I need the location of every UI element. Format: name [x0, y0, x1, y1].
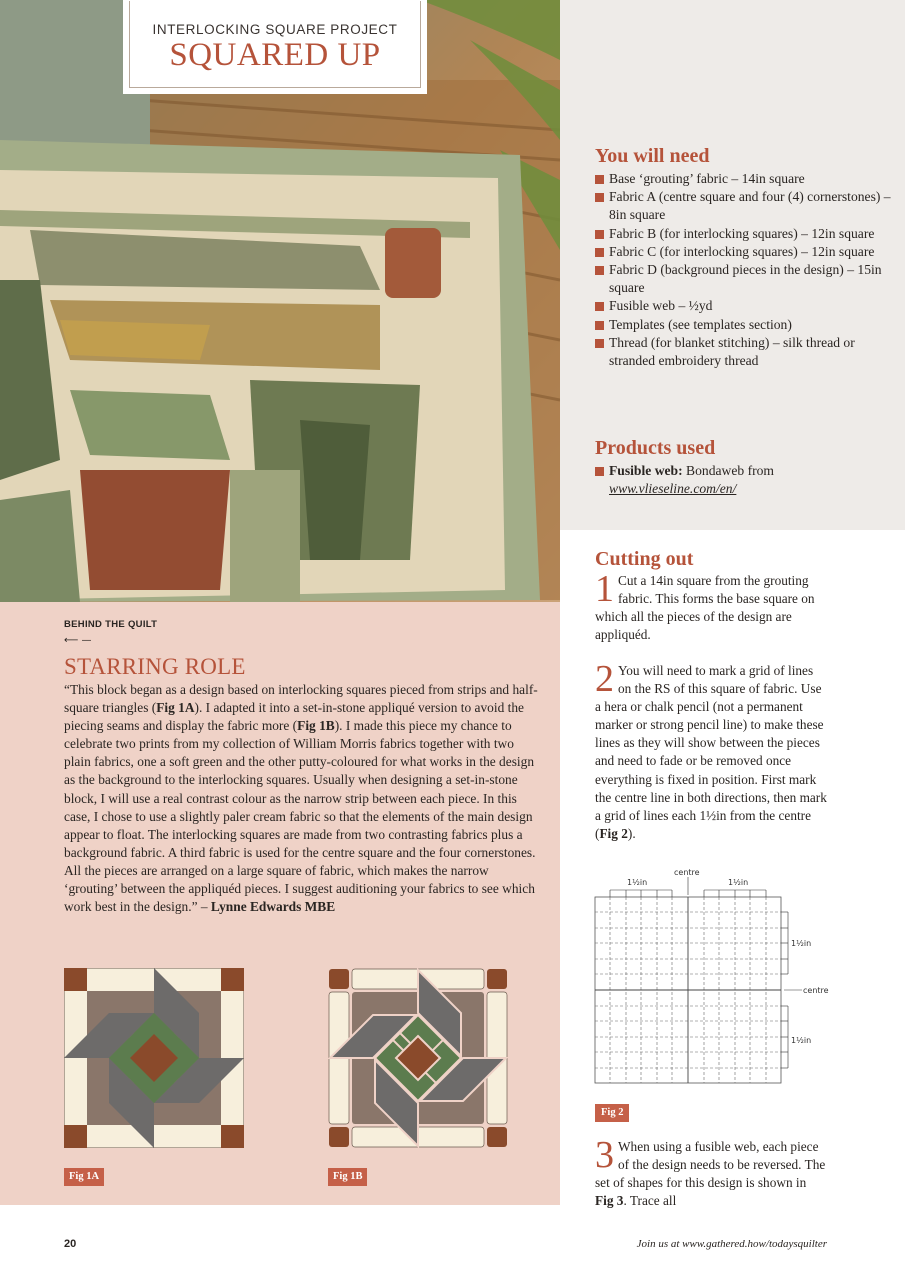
step-number: 1 [595, 568, 614, 610]
products-used-heading: Products used [595, 437, 716, 459]
fig2-right-bottom-label: 1½in [791, 1036, 812, 1045]
list-item: Thread (for blanket stitching) – silk thread or stranded embroidery thread [595, 334, 895, 370]
fig2-right-centre-label: centre [803, 986, 829, 995]
fig2-top-right-label: 1½in [728, 878, 749, 887]
step-2: 2 You will need to mark a grid of lines on the RS of this square of fabric. Use a hera or chalk pencil (not a permanent marker or strong pencil line) to make these lines as they will show between the pieces and need to fade or be removed once everything is fixed in position. First mark the centre line in both directions, then mark a grid of lines each 1½in from the centre (Fig 2). [595, 658, 827, 841]
title-box [123, 0, 427, 94]
fig2-right-top-label: 1½in [791, 939, 812, 948]
materials-list [595, 170, 895, 370]
project-kicker: INTERLOCKING SQUARE PROJECT [152, 22, 398, 37]
step-1: 1 Cut a 14in square from the grouting fabric. This forms the base square on which all the pieces of the design are appliquéd. [595, 568, 815, 643]
step-number: 3 [595, 1134, 614, 1176]
you-will-need-heading: You will need [595, 145, 710, 167]
list-item: Fabric B (for interlocking squares) – 12in square [595, 225, 895, 243]
list-item: Fabric D (background pieces in the design) – 15in square [595, 261, 895, 297]
footer-url[interactable]: Join us at www.gathered.how/todaysquilter [636, 1238, 827, 1250]
list-item: Fabric A (centre square and four (4) cornerstones) – 8in square [595, 188, 895, 224]
list-item: Base ‘grouting’ fabric – 14in square [595, 170, 895, 188]
behind-the-quilt-panel [0, 602, 560, 1205]
products-list [595, 462, 895, 498]
list-item: Fabric C (for interlocking squares) – 12in square [595, 243, 895, 261]
section-heading: STARRING ROLE [64, 654, 246, 679]
product-link[interactable]: www.vlieseline.com/en/ [609, 481, 737, 497]
section-label: BEHIND THE QUILT [64, 619, 158, 630]
cutting-out-heading: Cutting out [595, 548, 694, 570]
fig-1a-diagram [64, 968, 244, 1148]
fig-1b-label: Fig 1B [328, 1168, 367, 1186]
fig2-top-centre-label: centre [674, 868, 700, 877]
product-text: Bondaweb from [686, 463, 775, 478]
arrow-icon: ⟵ — [64, 635, 92, 646]
list-item [595, 462, 895, 498]
list-item: Templates (see templates section) [595, 316, 895, 334]
fig2-top-left-label: 1½in [627, 878, 648, 887]
list-item: Fusible web – ½yd [595, 297, 895, 315]
fig-1b-diagram [328, 968, 508, 1148]
fig-2-grid-diagram [592, 864, 842, 1096]
step-3: 3 When using a fusible web, each piece of the design needs to be reversed. The set of shapes for this design is shown in Fig 3. Trace all [595, 1134, 826, 1209]
quote-text: “This block began as a design based on interlocking squares pieced from strips and half-square triangles (Fig 1A). I adapted it into a set-in-stone appliqué version to avoid the piecing seams and display the fabric more (Fig 1B). I made this piece my chance to celebrate two prints from my collection of William Morris fabrics together with two plain fabrics, one a soft green and the other putty-coloured for what works in the design as the background to the interlocking squares. Usually when designing a set-in-stone block, I will use a real contrast colour as the narrow strip between each piece. In this case, I chose to use a slightly paler cream fabric so that the elements of the main design appear to float. The interlocking squares are made from two contrasting fabrics plus a background fabric. A third fabric is used for the centre square and the four cornerstones. All the pieces are arranged on a large square of fabric, which makes the narrow ‘grouting’ between the appliquéd pieces. I suggest auditioning your fabrics to see which work best in the design.” – Lynne Edwards MBE [64, 682, 538, 915]
page-title: SQUARED UP [169, 37, 381, 73]
fig-2-label: Fig 2 [595, 1104, 629, 1122]
product-label: Fusible web: [609, 463, 683, 478]
you-will-need-panel [560, 0, 905, 530]
step-number: 2 [595, 658, 614, 700]
page-number: 20 [64, 1238, 77, 1250]
fig-1a-label: Fig 1A [64, 1168, 104, 1186]
